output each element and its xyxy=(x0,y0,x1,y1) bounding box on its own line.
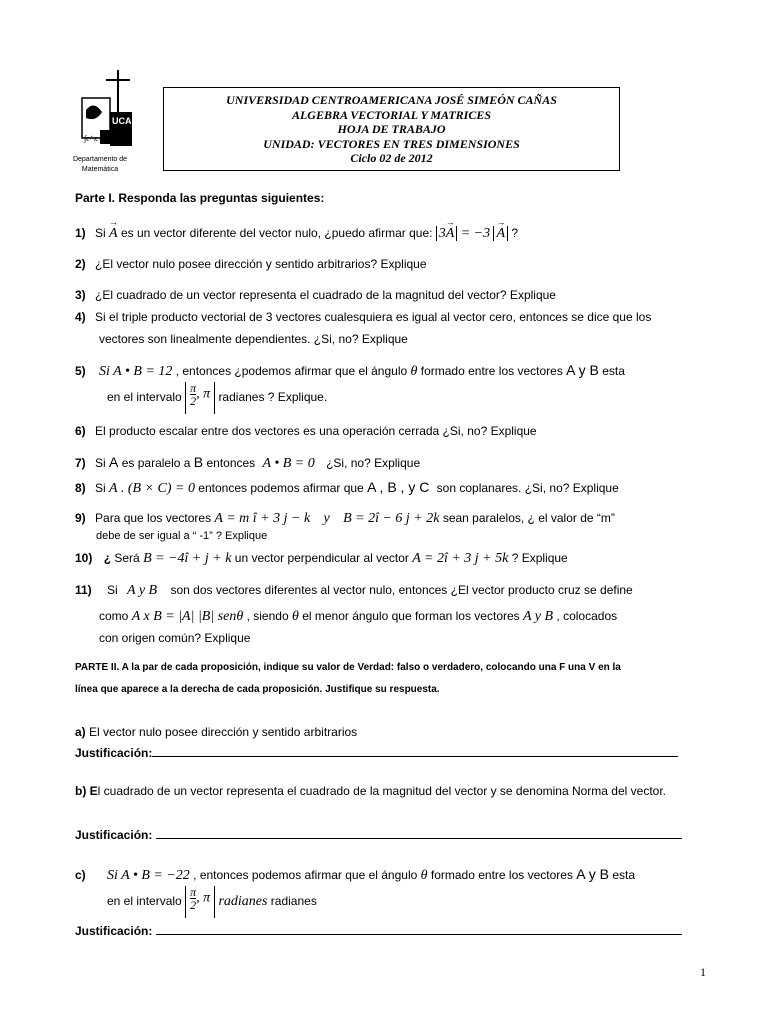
q10-text-b: Será xyxy=(114,551,140,565)
part1-title: Parte I. Responda las preguntas siguientes: xyxy=(75,191,325,205)
logo-uca-text: UCA xyxy=(112,116,132,126)
part2-b-label: b) E xyxy=(75,784,98,798)
logo-integral-text: ∫e^x dx xyxy=(84,134,108,143)
q5-interval xyxy=(185,382,215,414)
question-10 xyxy=(75,551,568,567)
q6-text: El producto escalar entre dos vectores es una operación cerrada ¿Si, no? Explique xyxy=(95,424,537,438)
logo-caption-line1: Departamento de xyxy=(72,156,128,163)
q8-vectors: A , B , y C xyxy=(367,479,430,495)
part2-c-pi: , π xyxy=(196,890,211,906)
part2-c-vectors: A y B xyxy=(576,866,609,882)
q2-text: ¿El vector nulo posee dirección y sentido arbitrarios? Explique xyxy=(95,257,427,271)
part2-b-just-label: Justificación: xyxy=(75,828,153,842)
q8-text-e: son coplanares. ¿Si, no? Explique xyxy=(436,481,619,495)
q11-text-d: el menor ángulo que forman los vectores xyxy=(302,609,520,623)
part2-c-frac-bottom: 2 xyxy=(190,898,197,912)
q9-y: y xyxy=(323,511,330,526)
part2-c-expression: Si A • B = −22 xyxy=(107,868,190,883)
question-1 xyxy=(75,226,518,242)
q8-text-c: entonces podemos afirmar que xyxy=(198,481,364,495)
q11-number: 11) xyxy=(75,583,92,597)
q10-text-d: un vector perpendicular al vector xyxy=(234,551,409,565)
q5-text-d: esta xyxy=(602,364,625,378)
part2-a-just-label: Justificación: xyxy=(75,746,153,760)
q4-number: 4) xyxy=(75,310,86,324)
q3-text: ¿El cuadrado de un vector representa el cuadrado de la magnitud del vector? Explique xyxy=(95,288,556,302)
part2-b-justification xyxy=(75,828,682,842)
q11-vectors-2: A y B xyxy=(523,609,554,624)
q11-line2 xyxy=(99,609,617,625)
part2-item-b xyxy=(75,784,666,798)
part2-b-answer-line[interactable] xyxy=(156,828,682,839)
part2-c-just-label: Justificación: xyxy=(75,924,153,938)
q11-cross-definition: A x B = |A| |B| senθ xyxy=(131,609,244,624)
part2-a-label: a) xyxy=(75,725,86,739)
header-cycle: Ciclo 02 de 2012 xyxy=(350,151,433,165)
part2-c-text-a: , entonces podemos afirmar que el ángulo xyxy=(193,868,418,882)
q5-expression: Si A • B = 12 xyxy=(99,364,173,379)
header-unit: UNIDAD: VECTORES EN TRES DIMENSIONES xyxy=(263,136,520,151)
question-8 xyxy=(75,479,619,497)
part2-c-line2 xyxy=(107,886,317,918)
q1-equals: = −3 xyxy=(460,226,491,241)
q1-number: 1) xyxy=(75,226,86,240)
q1-text-a: Si xyxy=(95,226,106,240)
q10-number: 10) xyxy=(75,551,93,565)
question-2 xyxy=(75,257,427,271)
q10-vector-a: A = 2î + 3 j + 5k xyxy=(412,551,509,566)
q6-number: 6) xyxy=(75,424,86,438)
question-11 xyxy=(75,583,633,599)
q5-frac-bottom: 2 xyxy=(190,394,197,408)
q7-text-c: es paralelo a xyxy=(121,456,191,470)
document-header-box xyxy=(163,87,620,171)
part2-c-radianes-italic: radianes xyxy=(218,894,268,910)
q7-text-a: Si xyxy=(95,456,106,470)
part2-a-text: El vector nulo posee dirección y sentido arbitrarios xyxy=(89,725,358,739)
q1-abs-3a: 3→ A xyxy=(436,226,458,241)
part2-c-text-b: formado entre los vectores xyxy=(430,868,573,882)
q5-line2-text: radianes ? Explique. xyxy=(218,390,328,405)
q8-text-a: Si xyxy=(95,481,106,495)
q4-line1: Si el triple producto vectorial de 3 vectores cualesquiera es igual al vector cero, entonces se dice que los xyxy=(95,310,652,324)
q9-line2: debe de ser igual a “ -1” ? Explique xyxy=(96,530,268,542)
q11-vectors: A y B xyxy=(127,583,158,598)
q5-interval-label: en el intervalo xyxy=(107,390,182,405)
q1-abs-a: → A xyxy=(493,226,508,241)
q1-vector-a: → A xyxy=(109,226,118,242)
q1-text-b: es un vector diferente del vector nulo, ¿puedo afirmar que: xyxy=(120,226,433,240)
header-university: UNIVERSIDAD CENTROAMERICANA JOSÉ SIMEÓN CAÑAS xyxy=(226,93,557,107)
question-4 xyxy=(75,310,651,324)
q8-expression: A . (B × C) = 0 xyxy=(109,481,195,496)
q10-text-a: ¿ xyxy=(103,551,112,565)
q2-number: 2) xyxy=(75,257,86,271)
question-7 xyxy=(75,454,420,472)
q9-vector-b: B = 2î − 6 j + 2k xyxy=(343,511,440,526)
part2-a-answer-line[interactable] xyxy=(152,746,678,757)
q11-theta: θ xyxy=(291,609,299,624)
q9-number: 9) xyxy=(75,511,86,525)
q7-number: 7) xyxy=(75,456,86,470)
q5-frac-top: π xyxy=(190,381,197,395)
q3-number: 3) xyxy=(75,288,86,302)
part2-c-justification xyxy=(75,924,682,938)
part2-c-label: c) xyxy=(75,868,86,882)
logo-caption xyxy=(60,155,140,175)
q5-number: 5) xyxy=(75,364,86,378)
q1-qmark: ? xyxy=(511,226,519,240)
q9-vector-a: A = m î + 3 j − k xyxy=(214,511,311,526)
q7-text-g: ¿Si, no? Explique xyxy=(326,456,421,470)
part2-c-radianes: radianes xyxy=(270,894,317,909)
q5-line2 xyxy=(107,382,327,414)
part2-c-interval-label: en el intervalo xyxy=(107,894,182,909)
q5-text-b: formado entre los vectores xyxy=(420,364,563,378)
q7-text-e: entonces xyxy=(206,456,256,470)
q11-colocados: , colocados xyxy=(556,609,618,623)
q8-number: 8) xyxy=(75,481,86,495)
part2-item-a xyxy=(75,725,357,739)
question-9 xyxy=(75,511,615,527)
header-course: ALGEBRA VECTORIAL Y MATRICES xyxy=(291,107,492,122)
header-worksheet: HOJA DE TRABAJO xyxy=(337,122,446,136)
part2-c-answer-line[interactable] xyxy=(156,924,682,935)
part2-title-line1: PARTE II. A la par de cada proposición, indique su valor de Verdad: falso o verdadero, colocando una F una V en la xyxy=(75,662,621,673)
q7-vector-a: A xyxy=(109,454,119,470)
q9-text-e: sean paralelos, ¿ el valor de “m” xyxy=(442,511,615,525)
q9-text-a: Para que los vectores xyxy=(95,511,212,525)
part2-item-c xyxy=(75,866,635,884)
q11-text-a: Si xyxy=(107,583,118,597)
q7-expression: A • B = 0 xyxy=(262,456,315,471)
q4-line2: vectores son linealmente dependientes. ¿Si, no? Explique xyxy=(99,332,408,346)
part2-c-interval xyxy=(185,886,215,918)
question-6 xyxy=(75,424,537,438)
q5-text-a: , entonces ¿podemos afirmar que el ángulo xyxy=(175,364,408,378)
q7-vector-b: B xyxy=(193,454,204,470)
part2-c-text-d: esta xyxy=(612,868,636,882)
q11-siendo: , siendo xyxy=(246,609,289,623)
q5-vectors: A y B xyxy=(566,362,599,378)
part2-title-line2: línea que aparece a la derecha de cada proposición. Justifique su respuesta. xyxy=(75,684,440,695)
q10-vector-b: B = −4î + j + k xyxy=(143,551,232,566)
logo-caption-line2: Matemática xyxy=(81,166,119,173)
q5-theta: θ xyxy=(410,364,418,379)
q11-text-c: son dos vectores diferentes al vector nulo, entonces ¿El vector producto cruz se define xyxy=(170,583,633,597)
part2-a-justification xyxy=(75,746,678,760)
part2-c-theta: θ xyxy=(420,868,428,883)
q11-line3: con origen común? Explique xyxy=(99,631,251,645)
question-3 xyxy=(75,288,556,302)
q10-text-f: ? Explique xyxy=(511,551,568,565)
part2-b-text: l cuadrado de un vector representa el cuadrado de la magnitud del vector y se denomina Norma del vector. xyxy=(97,784,667,798)
q5-pi: , π xyxy=(196,386,211,402)
question-5 xyxy=(75,362,625,380)
page-number: 1 xyxy=(700,965,706,979)
part2-c-frac-top: π xyxy=(190,885,197,899)
q11-como: como xyxy=(99,609,129,623)
